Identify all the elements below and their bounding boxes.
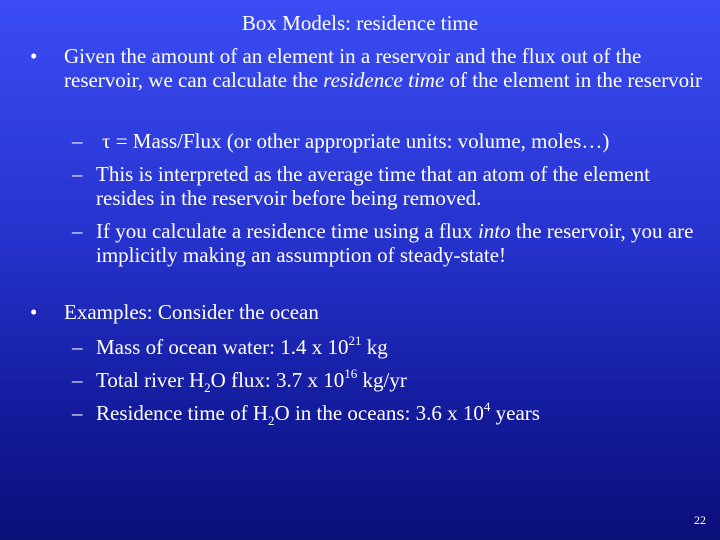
exponent: 21	[348, 333, 362, 348]
subbullet-text-part: O flux: 3.7 x 10	[210, 368, 345, 392]
bullet-marker: •	[30, 300, 38, 324]
bullet-text	[64, 44, 720, 92]
subbullet-text	[96, 129, 716, 153]
bullet-text: Examples: Consider the ocean	[64, 300, 319, 324]
subbullet-text-part: kg	[361, 335, 388, 359]
subscript: 2	[204, 380, 211, 395]
slide-title-text: Box Models: residence time	[241, 11, 479, 35]
bullet-text-part: of the element in the reservoir	[444, 68, 703, 92]
subbullet-text	[96, 219, 696, 267]
subbullet-text	[96, 366, 696, 395]
dash-marker: –	[72, 401, 83, 425]
bullet-marker: •	[30, 44, 38, 68]
subbullet-text-part: kg/yr	[357, 368, 407, 392]
subbullet-text	[96, 399, 696, 428]
dash-marker: –	[72, 368, 83, 392]
exponent: 16	[344, 366, 358, 381]
subscript: 2	[268, 413, 275, 428]
subbullet-text-part: Mass of ocean water: 1.4 x 10	[96, 335, 349, 359]
bullet-text-part: Given the amount of an element in a reservoir and the flux out of the reservoir, we can calculate the	[64, 44, 642, 92]
subbullet-text-part: Residence time of H	[96, 401, 269, 425]
slide-title	[0, 10, 720, 36]
subbullet-text-part: the reservoir, you are implicitly making an assumption of steady-state!	[96, 219, 694, 267]
subbullet-text-part: If you calculate a residence time using a flux	[96, 219, 478, 243]
subbullet-text-part: O in the oceans: 3.6 x 10	[274, 401, 484, 425]
tau-symbol: τ	[102, 129, 111, 153]
dash-marker: –	[72, 219, 83, 243]
dash-marker: –	[72, 129, 83, 153]
subbullet-text: This is interpreted as the average time that an atom of the element resides in the reservoir before being removed.	[96, 162, 650, 210]
subbullet-text-part: years	[490, 401, 540, 425]
dash-marker: –	[72, 335, 83, 359]
dash-marker: –	[72, 162, 83, 186]
subbullet-text-part: Total river H	[96, 368, 205, 392]
subbullet-text	[96, 335, 696, 359]
bullet-emphasis: residence time	[323, 68, 445, 92]
subbullet-emphasis: into	[477, 219, 511, 243]
subbullet-text-part: = Mass/Flux (or other appropriate units: volume, moles…)	[110, 129, 610, 153]
page-number: 22	[694, 513, 706, 527]
exponent: 4	[483, 399, 491, 414]
